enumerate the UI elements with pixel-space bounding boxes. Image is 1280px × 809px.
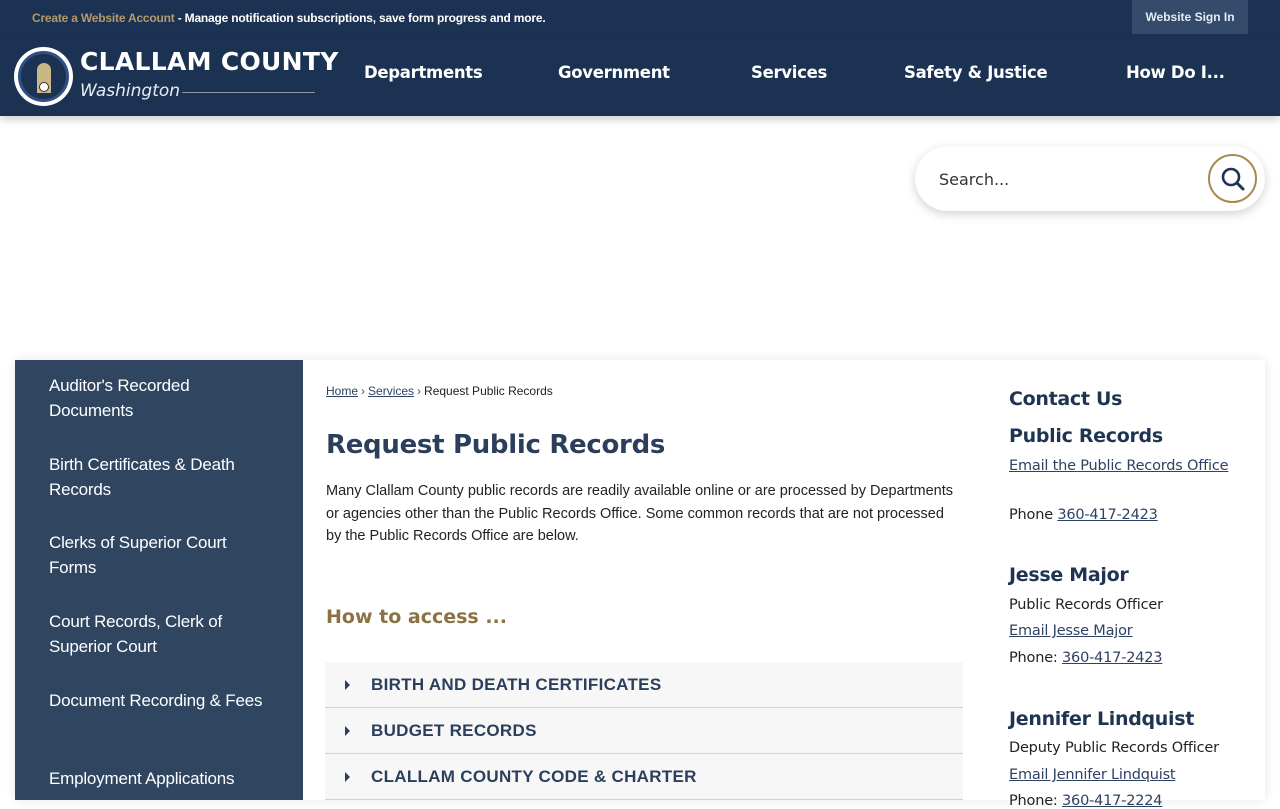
utility-bar <box>0 0 1280 36</box>
main-nav <box>330 36 1280 116</box>
search-button[interactable] <box>1208 154 1257 203</box>
email-office-link[interactable]: Email the Public Records Office <box>1009 458 1229 474</box>
sidebar-item-auditors-recorded-documents[interactable]: Auditor's Recorded Documents <box>49 376 190 420</box>
create-account-link[interactable]: Create a Website Account <box>32 11 175 25</box>
sidebar-item-employment-applications[interactable]: Employment Applications <box>49 769 235 788</box>
sidebar-item-court-records[interactable]: Court Records, Clerk of Superior Court <box>49 612 223 656</box>
office-phone-link[interactable]: 360-417-2423 <box>1057 507 1158 523</box>
site-header <box>0 36 1280 116</box>
person-title: Public Records Officer <box>1009 597 1163 613</box>
person-title: Deputy Public Records Officer <box>1009 740 1219 756</box>
nav-safety-justice[interactable]: Safety & Justice <box>904 63 1048 82</box>
search-icon <box>1220 166 1246 192</box>
breadcrumb <box>326 384 553 398</box>
page-title: Request Public Records <box>326 430 666 460</box>
breadcrumb-home[interactable]: Home <box>326 384 359 398</box>
breadcrumb-separator: › <box>361 384 366 398</box>
phone-label: Phone: <box>1009 793 1063 809</box>
county-seal-icon <box>14 47 73 106</box>
caret-right-icon <box>345 772 350 782</box>
logo-subtitle: Washington <box>80 81 181 101</box>
phone-label: Phone: <box>1009 650 1063 666</box>
accordion-label: BIRTH AND DEATH CERTIFICATES <box>371 675 662 694</box>
sidebar-nav <box>15 360 303 800</box>
intro-paragraph: Many Clallam County public records are readily available online or are processed by Departments or agencies other than the Public Records Office. Some common records that are not processed by the Public Records Office are below. <box>326 483 954 544</box>
sidebar-item-document-recording[interactable]: Document Recording & Fees <box>49 691 263 710</box>
search-box <box>915 146 1265 211</box>
records-accordion <box>325 662 963 800</box>
accordion-item-birth-death[interactable] <box>325 662 963 708</box>
nav-government[interactable]: Government <box>558 63 670 82</box>
breadcrumb-separator: › <box>417 384 422 398</box>
accordion-item-code-charter[interactable] <box>325 754 963 800</box>
accordion-label: CLALLAM COUNTY CODE & CHARTER <box>371 767 697 786</box>
office-name: Public Records <box>1009 425 1163 447</box>
phone-label: Phone <box>1009 507 1058 523</box>
sidebar-item-clerks-forms[interactable]: Clerks of Superior Court Forms <box>49 533 227 577</box>
nav-departments[interactable]: Departments <box>364 63 483 82</box>
person-name: Jesse Major <box>1009 564 1129 586</box>
logo-divider <box>182 92 315 93</box>
person-name: Jennifer Lindquist <box>1009 708 1195 730</box>
notice-text: - Manage notification subscriptions, save form progress and more. <box>174 11 546 25</box>
search-input[interactable] <box>939 166 1199 192</box>
site-logo[interactable] <box>14 47 339 107</box>
accordion-item-budget[interactable] <box>325 708 963 754</box>
how-to-access-heading: How to access ... <box>326 606 507 628</box>
nav-how-do-i[interactable]: How Do I... <box>1126 63 1225 82</box>
caret-right-icon <box>345 726 350 736</box>
sidebar-item-birth-death-records[interactable]: Birth Certificates & Death Records <box>49 455 235 499</box>
email-jennifer-lindquist-link[interactable]: Email Jennifer Lindquist <box>1009 767 1176 783</box>
accordion-label: BUDGET RECORDS <box>371 721 537 740</box>
caret-right-icon <box>345 680 350 690</box>
nav-services[interactable]: Services <box>751 63 828 82</box>
jesse-phone-link[interactable]: 360-417-2423 <box>1062 650 1163 666</box>
website-sign-in-button[interactable]: Website Sign In <box>1132 0 1248 34</box>
email-jesse-major-link[interactable]: Email Jesse Major <box>1009 623 1133 639</box>
jennifer-phone-link[interactable]: 360-417-2224 <box>1062 793 1163 809</box>
logo-title: CLALLAM COUNTY <box>80 47 339 76</box>
breadcrumb-services[interactable]: Services <box>368 384 415 398</box>
breadcrumb-current: Request Public Records <box>424 384 553 398</box>
account-notice <box>32 11 545 25</box>
contact-heading: Contact Us <box>1009 388 1123 410</box>
